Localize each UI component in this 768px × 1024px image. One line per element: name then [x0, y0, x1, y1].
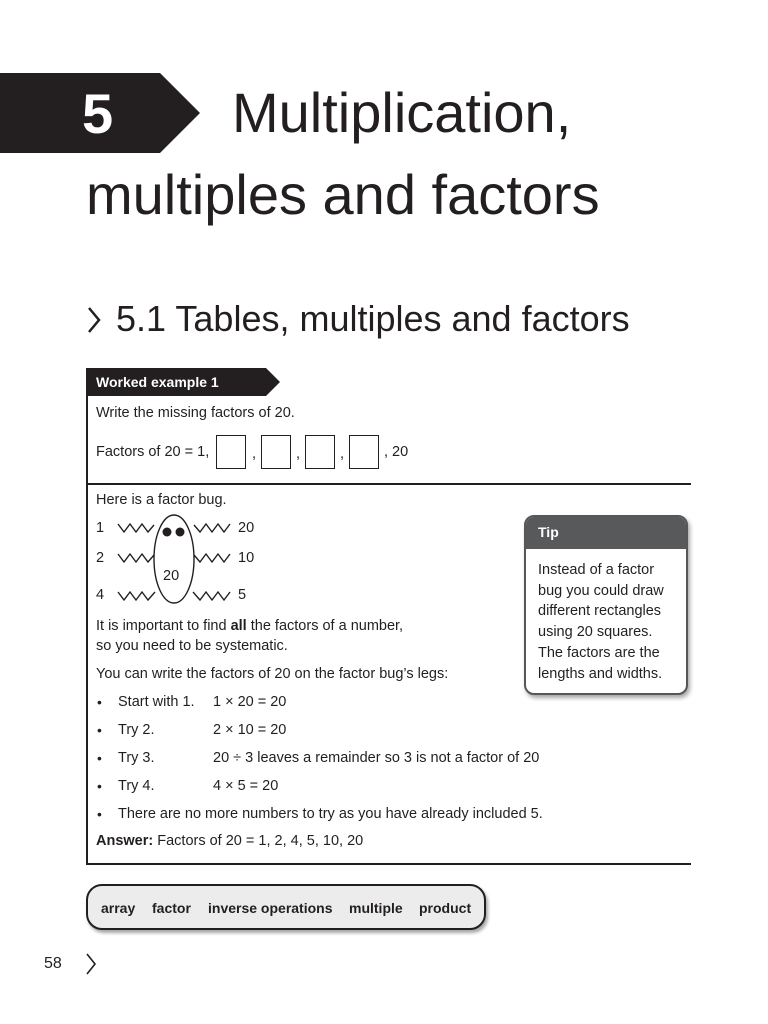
factor-bug-intro: Here is a factor bug.: [96, 492, 227, 508]
key-word: multiple: [349, 900, 403, 916]
write-instruction: You can write the factors of 20 on the factor bug’s legs:: [96, 666, 449, 682]
bug-eye: [176, 528, 185, 537]
bug-leg: [193, 592, 230, 600]
bug-right-factor: 20: [238, 520, 255, 536]
step-detail: 2 × 10 = 20: [213, 722, 287, 738]
bug-leg: [118, 524, 154, 532]
step-label: Try 3.: [118, 750, 155, 766]
step-detail: 4 × 5 = 20: [213, 778, 279, 794]
tip-label: Tip: [538, 524, 559, 540]
bug-left-factor: 1: [96, 520, 105, 536]
step-label: There are no more numbers to try as you have already included 5.: [118, 806, 543, 822]
chapter-title-line2: multiples and factors: [86, 163, 600, 226]
tip-line: lengths and widths.: [538, 665, 663, 682]
factors-prefix: Factors of 20 = 1,: [96, 444, 210, 460]
bug-leg: [194, 524, 230, 532]
answer-label: Answer:: [96, 833, 154, 849]
tip-box: [524, 515, 688, 695]
bug-left-factor: 2: [96, 550, 105, 566]
bug-leg: [118, 554, 154, 562]
tip-line: bug you could draw: [538, 582, 664, 599]
bug-right-factor: 5: [238, 587, 247, 603]
bug-leg: [194, 554, 230, 562]
bullet: •: [97, 722, 102, 738]
tip-body: [538, 560, 682, 684]
factors-suffix: , 20: [384, 444, 409, 460]
bug-leg: [118, 592, 155, 600]
step-label: Try 4.: [118, 778, 155, 794]
chevron-right-icon: [84, 305, 104, 335]
tip-line: Instead of a factor: [538, 562, 655, 578]
step-label: Try 2.: [118, 722, 155, 738]
factor-separator: ,: [340, 446, 345, 462]
key-word: inverse operations: [208, 900, 333, 916]
missing-factor-box-4[interactable]: [349, 435, 379, 469]
factor-separator: ,: [252, 446, 257, 462]
worked-example-border: [86, 396, 88, 864]
bullet: •: [97, 694, 102, 710]
step-detail: 1 × 20 = 20: [213, 694, 287, 710]
chapter-title-line1: Multiplication,: [232, 81, 572, 144]
important-bold: all: [230, 618, 247, 634]
missing-factor-box-1[interactable]: [216, 435, 246, 469]
factor-bug-drawing: [110, 512, 240, 606]
bug-eye: [163, 528, 172, 537]
tip-line: using 20 squares.: [538, 624, 653, 641]
key-words-panel: [86, 884, 486, 930]
step-detail: 20 ÷ 3 leaves a remainder so 3 is not a factor of 20: [213, 750, 540, 766]
important-line-1: [96, 617, 403, 635]
page-number: 58: [44, 955, 62, 972]
factor-separator: ,: [296, 446, 301, 462]
missing-factor-box-3[interactable]: [305, 435, 335, 469]
important-text: the factors of a number,: [246, 618, 404, 634]
bug-right-factor: 10: [238, 550, 255, 566]
question-text: Write the missing factors of 20.: [96, 405, 295, 421]
bug-body: [154, 515, 194, 603]
bug-center-number: 20: [163, 568, 180, 584]
bullet: •: [97, 778, 102, 794]
bullet: •: [97, 806, 102, 822]
missing-factor-box-2[interactable]: [261, 435, 291, 469]
chapter-number: 5: [82, 82, 114, 145]
worked-example-divider: [86, 483, 691, 485]
key-word: product: [419, 900, 472, 916]
important-text: It is important to find: [96, 618, 231, 634]
bullet: •: [97, 750, 102, 766]
section-title: 5.1 Tables, multiples and factors: [116, 298, 630, 339]
answer-line: [96, 832, 363, 850]
worked-example-label: Worked example 1: [96, 374, 219, 390]
worked-example-bottom-rule: [86, 863, 691, 865]
tip-line: The factors are the: [538, 644, 660, 661]
important-line-2: so you need to be systematic.: [96, 638, 288, 654]
tip-line: different rectangles: [538, 603, 662, 620]
step-label: Start with 1.: [118, 694, 195, 710]
bug-left-factor: 4: [96, 587, 105, 603]
key-word: factor: [152, 900, 191, 916]
key-word: array: [101, 900, 136, 916]
answer-text: Factors of 20 = 1, 2, 4, 5, 10, 20: [153, 833, 364, 849]
chevron-right-icon: [85, 952, 97, 976]
